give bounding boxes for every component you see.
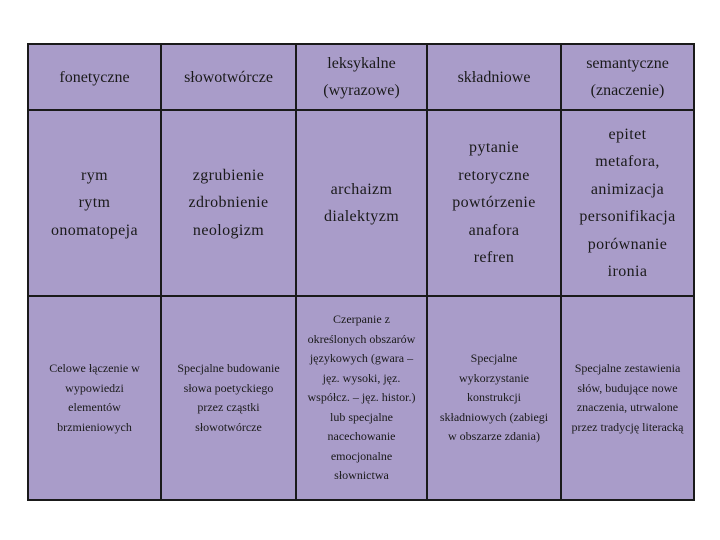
- header-cell-semantic: [561, 44, 694, 110]
- header-phonetic: fonetyczne: [59, 68, 130, 86]
- header-cell-word-formation: [161, 44, 296, 110]
- examples-cell-semantic: [561, 110, 694, 296]
- examples-row: [28, 110, 694, 296]
- examples-semantic: epitet metafora, animizacja personifikacja porównanie ironia: [579, 125, 676, 280]
- examples-cell-phonetic: [28, 110, 161, 296]
- header-row: [28, 44, 694, 110]
- definitions-row: [28, 296, 694, 500]
- definition-cell-phonetic: [28, 296, 161, 500]
- header-cell-lexical: [296, 44, 427, 110]
- definition-cell-lexical: [296, 296, 427, 500]
- definition-cell-word-formation: [161, 296, 296, 500]
- definition-lexical: Czerpanie z określonych obszarów językowych (gwara – jęz. wysoki, jęz. współcz. – jęz. histor.) lub specjalne nacechowanie emocjonalne słownictwa: [307, 312, 416, 483]
- definition-semantic: Specjalne zestawienia słów, budujące nowe znaczenia, utrwalone przez tradycję literacką: [571, 361, 684, 434]
- examples-phonetic: rym rytm onomatopeja: [50, 166, 139, 239]
- examples-cell-word-formation: [161, 110, 296, 296]
- examples-syntactic: pytanie retoryczne powtórzenie anafora refren: [452, 139, 536, 267]
- header-syntactic: składniowe: [457, 68, 531, 86]
- definition-phonetic: Celowe łączenie w wypowiedzi elementów brzmieniowych: [49, 361, 140, 434]
- definition-syntactic: Specjalne wykorzystanie konstrukcji składniowych (zabiegi w obszarze zdania): [439, 351, 549, 444]
- examples-word-formation: zgrubienie zdrobnienie neologizm: [188, 166, 269, 239]
- examples-lexical: archaizm dialektyzm: [323, 180, 400, 225]
- header-semantic: semantyczne (znaczenie): [586, 55, 669, 99]
- examples-cell-lexical: [296, 110, 427, 296]
- header-cell-syntactic: [427, 44, 561, 110]
- header-cell-phonetic: [28, 44, 161, 110]
- definition-cell-syntactic: [427, 296, 561, 500]
- definition-word-formation: Specjalne budowanie słowa poetyckiego przez cząstki słowotwórcze: [177, 361, 280, 434]
- header-lexical: leksykalne (wyrazowe): [323, 55, 400, 99]
- definition-cell-semantic: [561, 296, 694, 500]
- means-of-expression-table: [27, 43, 695, 501]
- examples-cell-syntactic: [427, 110, 561, 296]
- header-word-formation: słowotwórcze: [184, 68, 273, 86]
